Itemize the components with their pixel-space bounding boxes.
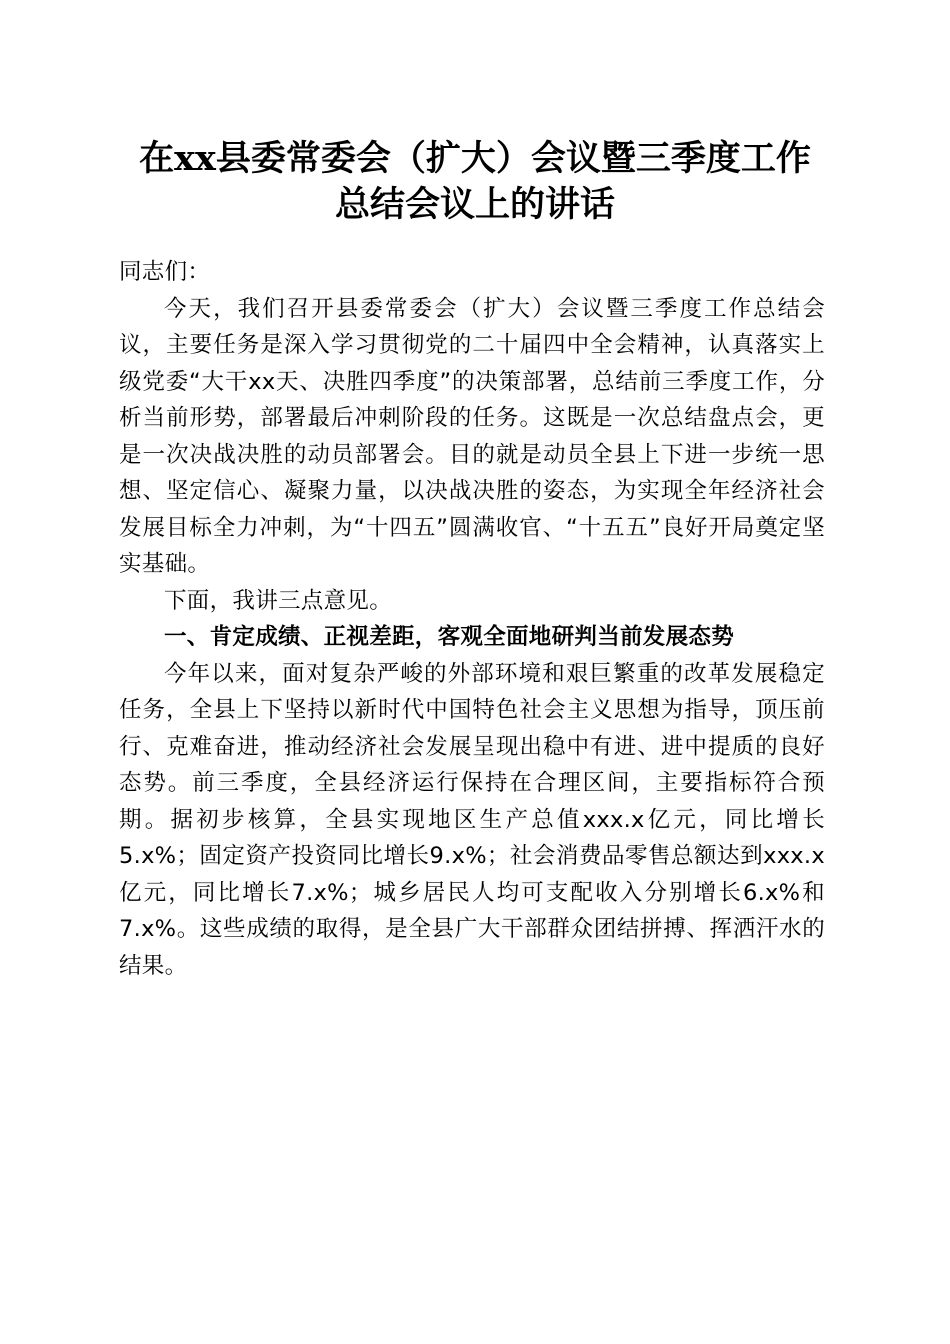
title-line-1: 在xx县委常委会（扩大）会议暨三季度工作: [139, 138, 811, 179]
paragraph-transition: 下面，我讲三点意见。: [164, 587, 393, 614]
paragraph-achievements: 今年以来，面对复杂严峻的外部环境和艰巨繁重的改革发展稳定任务，全县上下坚持以新时代中国特色社会主义思想为指导，顶压前行、克难奋进，推动经济社会发展呈现出稳中有进、进中提质的良好态势。前三季度，全县经济运行保持在合理区间，主要指标符合预期。据初步核算，全县实现地区生产总值xxx.x亿元，同比增长5.x%；固定资产投资同比增长9.x%；社会消费品零售总额达到xxx.x亿元，同比增长7.x%；城乡居民人均可支配收入分别增长6.x%和7.x%。这些成绩的取得，是全县广大干部群众团结拼搏、挥洒汗水的结果。: [119, 660, 825, 979]
salutation: 同志们：: [119, 259, 211, 285]
title-line-2: 总结会议上的讲话: [334, 184, 615, 225]
document-body: [119, 254, 825, 984]
section-heading-1: 一、肯定成绩、正视差距，客观全面地研判当前发展态势: [164, 624, 735, 650]
paragraph-intro: 今天，我们召开县委常委会（扩大）会议暨三季度工作总结会议，主要任务是深入学习贯彻党的二十届四中全会精神，认真落实上级党委“大干xx天、决胜四季度”的决策部署，总结前三季度工作，分析当前形势，部署最后冲刺阶段的任务。这既是一次总结盘点会，更是一次决战决胜的动员部署会。目的就是动员全县上下进一步统一思想、坚定信心、凝聚力量，以决战决胜的姿态，为实现全年经济社会发展目标全力冲刺，为“十四五”圆满收官、“十五五”良好开局奠定坚实基础。: [119, 295, 825, 577]
document-title: [100, 136, 850, 228]
